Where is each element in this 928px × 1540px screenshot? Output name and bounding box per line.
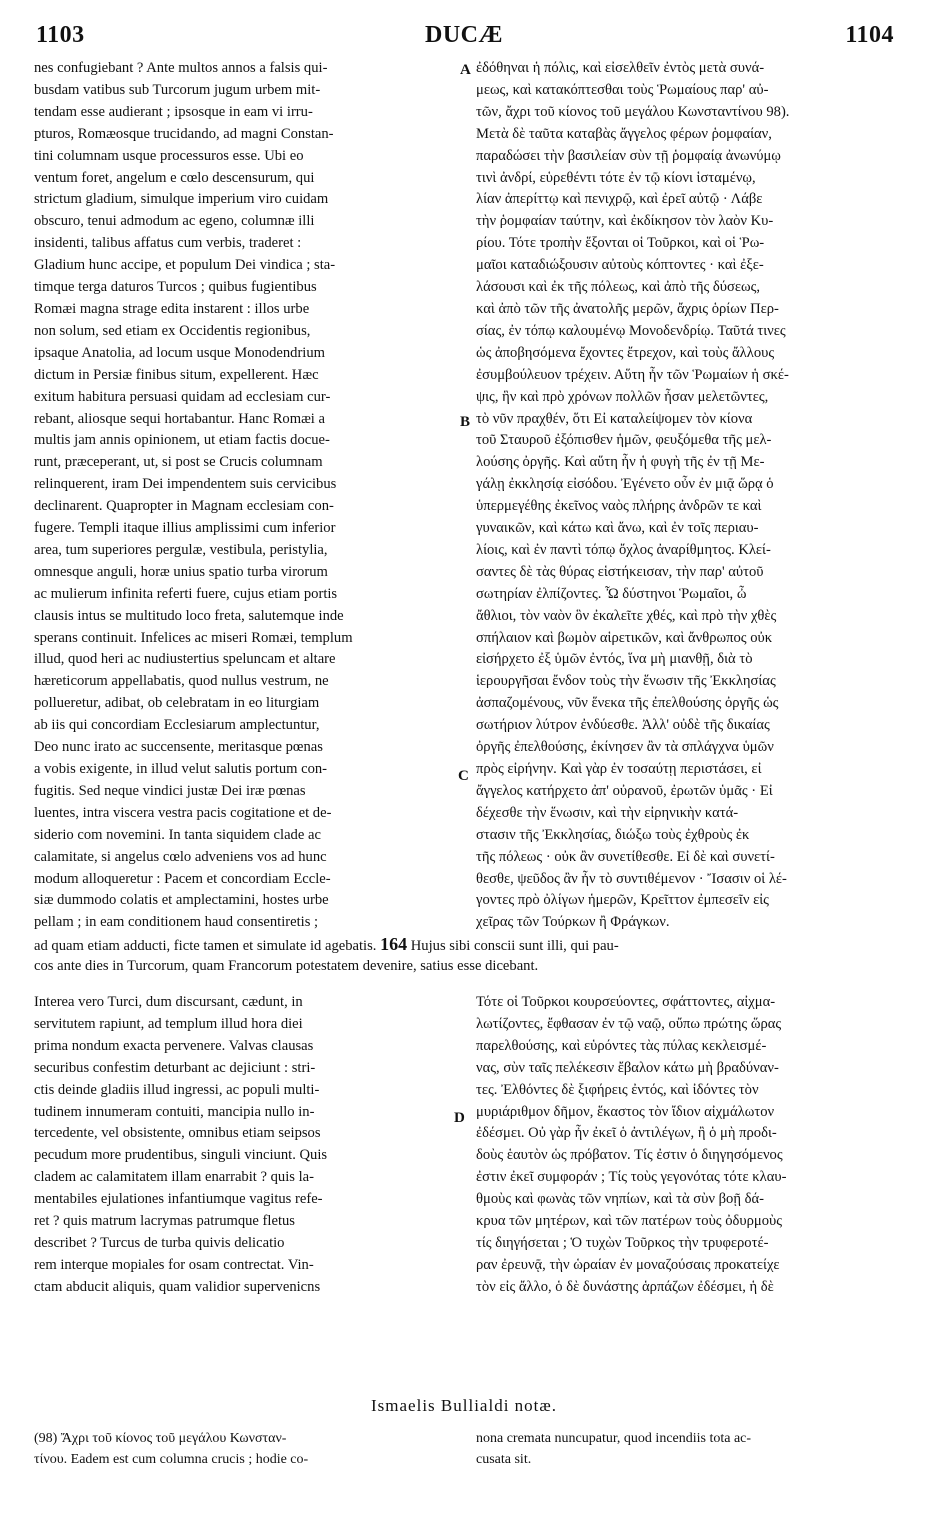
latin-column-continued <box>34 992 458 1299</box>
latin-text-line: non solum, sed etiam ex Occidentis regionibus, <box>34 322 311 339</box>
latin-text-line: ac mulierum infinita referti fuere, cujus etiam portis <box>34 585 338 602</box>
greek-text-line: σωτηρίαν ἐλπίζοντες. Ὦ δύστηνοι Ῥωμαῖοι, ὦ <box>476 585 747 602</box>
latin-text-line: luentes, intra viscera vestra pacis cogitatione et de- <box>34 804 332 821</box>
latin-text-line: rem interque mopiales for osam contrectat. Vin- <box>34 1256 314 1273</box>
greek-text-line: τίς διηγήσεται ; Ὁ τυχὼν Τοῦρκος τὴν τρυφεροτέ- <box>476 1234 769 1251</box>
greek-text-line: μυριάριθμον δῆμον, ἕκαστος τὸν ἴδιον αἰχμάλωτον <box>476 1103 775 1120</box>
greek-text-line: τὸν εἰς ἄλλο, ὁ δὲ δυνάστης ἁρπάζων ἐδέσμει, ἡ δὲ <box>476 1278 774 1295</box>
greek-text-line: Μετὰ δὲ ταῦτα καταβὰς ἄγγελος φέρων ῥομφαίαν, <box>476 125 772 142</box>
greek-text-line: σωτήριον λύτρον ἐνδύεσθε. Ἀλλ' οὐδὲ τῆς δικαίας <box>476 717 770 734</box>
latin-text-line: ret ? quis matrum lacrymas patrumque fletus <box>34 1213 295 1230</box>
greek-text-line: δοὺς ἑαυτὸν ὡς πρόβατον. Τίς ἐστιν ὁ διηγησόμενος <box>476 1147 783 1164</box>
latin-text-line: a vobis exigente, in illud velut salutis portum con- <box>34 761 328 777</box>
left-page-number: 1103 <box>36 22 85 48</box>
greek-text-line: τῶν, ἄχρι τοῦ κίονος τοῦ μεγάλου Κωνσταντίνου 98). <box>476 103 790 120</box>
greek-text-line: ψις, ἣν καὶ πρὸ χρόνων πολλῶν ἦσαν μελετῶντες, <box>476 388 769 405</box>
greek-text-line: ὡς ἀποβησόμενα ἔχοντες ἔτρεχον, καὶ τοὺς ἄλλους <box>476 344 775 361</box>
latin-text-line: Romæi magna strage edita instarent : illos urbe <box>34 300 310 317</box>
latin-text-line: ab iis qui concordiam Ecclesiarum amplectuntur, <box>34 717 320 734</box>
latin-text-line: cladem ac calamitatem illam enarrabit ? quis la- <box>34 1169 314 1186</box>
greek-text-line: πρὸς εἰρήνην. Καὶ γὰρ ἐν τοσαύτῃ περιστάσει, εἰ <box>476 761 762 777</box>
latin-text-line: mentabiles ejulationes infantiumque vagitus refe- <box>34 1191 323 1208</box>
latin-text-line: ipsaque Anatolia, ad locum usque Monodendrium <box>34 344 326 361</box>
latin-text-line: pellam ; in eam conditionem haud consentiretis ; <box>34 914 319 931</box>
greek-text-line: τοῦ Σταυροῦ ἐξόπισθεν ἡμῶν, φευξόμεθα τῆς μελ- <box>476 432 772 449</box>
latin-text-line: ctis deinde gladiis illud ingressi, ac populi multi- <box>34 1081 320 1098</box>
latin-text-line: pollueretur, adibat, ob celebratam in eo liturgiam <box>34 695 320 712</box>
greek-text-line: κρυα τῶν μητέρων, καὶ τῶν πατέρων τοὺς ὀδυρμοὺς <box>476 1213 783 1230</box>
latin-text-line: rebant, aliosque sequi hortabantur. Hanc Romæi a <box>34 410 325 427</box>
latin-text-line: illud, quod heri ac nudiustertius speluncam et altare <box>34 651 336 668</box>
margin-marker-d: D <box>454 1110 465 1126</box>
latin-text-line: describet ? Turcus de turba quivis delicatio <box>34 1234 285 1251</box>
latin-text-line: ctam abducit aliquis, quam validior supervenicns <box>34 1278 321 1295</box>
latin-text-line: fugitis. Sed neque vindici justæ Dei iræ pœnas <box>34 782 306 799</box>
greek-text-line: τες. Ἐλθόντες δὲ ξιφήρεις ἐντός, καὶ ἰδόντες τὸν <box>476 1081 759 1098</box>
greek-text-line: μεως, καὶ κατακόπτεσθαι τοὺς Ῥωμαίους παρ' αὐ- <box>476 81 769 98</box>
latin-text-line: Interea vero Turci, dum discursant, cædunt, in <box>34 994 303 1010</box>
latin-text-line: sperans continuit. Infelices ac miseri Romæi, templum <box>34 629 353 646</box>
latin-text-line: tudinem innumeram contuiti, mancipia nullo in- <box>34 1103 315 1120</box>
greek-text-line: σίας, ἐν τόπῳ καλουμένῳ Μονοδενδρίῳ. Ταῦτά τινες <box>476 322 786 339</box>
latin-text-line: timque terga daturos Turcos ; quibus fugientibus <box>34 279 317 296</box>
footnote-right <box>476 1428 894 1470</box>
greek-text-line: λωτίζοντες, ἔφθασαν ἐν τῷ ναῷ, οὔπω πρώτης ὥρας <box>476 1015 782 1032</box>
latin-text-line: strictum gladium, simulque imperium viro cuidam <box>34 191 329 208</box>
greek-text-line: γάλῃ ἐκκλησίᾳ εἰσόδου. Ἐγένετο οὖν ἐν μιᾷ ὥρᾳ ὁ <box>476 476 774 493</box>
latin-text-line: clausis intus se multitudo loco freta, salutemque inde <box>34 607 344 624</box>
latin-text-line: tendam esse audierant ; ipsosque in eam vi irru- <box>34 103 313 120</box>
latin-text-line: pturos, Romæosque trucidando, ad magni Constan- <box>34 125 334 142</box>
latin-column <box>34 58 458 934</box>
greek-text-line: ἱερουργῆσαι ἔνδον τοὺς τὴν ἕνωσιν τῆς Ἐκκλησίας <box>476 673 776 690</box>
latin-text-line: nes confugiebant ? Ante multos annos a falsis qui- <box>34 60 328 76</box>
greek-text-line: λίοις, καὶ ἐν παντὶ τόπῳ ὄχλος ἀναρίθμητος. Κλεί- <box>476 541 771 558</box>
greek-text-line: εἰσήρχετο ἐξ ὑμῶν ἐντός, ἵνα μὴ μιανθῇ, διὰ τὸ <box>476 651 753 668</box>
greek-text-line: ἀσπαζομένους, νῦν ἕνεκα τῆς ἐπελθούσης ὀργῆς ὡς <box>476 695 779 712</box>
latin-text-line: obscuro, tenui admodum ac egeno, columnæ illi <box>34 213 315 230</box>
latin-text-line: Gladium hunc accipe, et populum Dei vindica ; sta- <box>34 257 336 274</box>
greek-text-line: χεῖρας τῶν Τούρκων ἢ Φράγκων. <box>476 914 670 931</box>
bridge-text-b: Hujus sibi conscii sunt illi, qui pau- <box>410 938 619 954</box>
latin-text-line: hæreticorum appellabatis, quod nullus vestrum, ne <box>34 673 329 690</box>
latin-text-line: tini columnam usque processuros esse. Ubi eo <box>34 147 304 164</box>
greek-text-line: γυναικῶν, καὶ κάτω καὶ ἄνω, καὶ ἐν τοῖς περιαυ- <box>476 520 759 537</box>
latin-text-line: declinarent. Quapropter in Magnam ecclesiam con- <box>34 498 334 515</box>
latin-text-line: prima nondum exacta pervenere. Valvas clausas <box>34 1037 314 1054</box>
footnote-line: nona cremata nuncupatur, quod incendiis tota ac- <box>476 1431 752 1446</box>
greek-text-line: τῆς πόλεως · οὐκ ἂν συνετίθεσθε. Εἰ δὲ καὶ συνετί- <box>476 848 775 865</box>
bridge-line-2: cos ante dies in Turcorum, quam Francorum potestatem devenire, satius esse dicebant. <box>34 958 539 974</box>
latin-text-line: servitutem rapiunt, ad templum illud hora diei <box>34 1015 303 1032</box>
latin-text-line: calamitate, si angelus cœlo adveniens vos ad hunc <box>34 848 327 865</box>
latin-text-line: fugere. Templi itaque illius amplissimi cum inferior <box>34 520 336 537</box>
greek-text-line: ρίου. Τότε τροπὴν ἕξονται οἱ Τοῦρκοι, καὶ οἱ Ῥω- <box>476 235 765 252</box>
notes-heading: Ismaelis Bullialdi notæ. <box>371 1396 557 1415</box>
margin-marker-a: A <box>460 62 471 78</box>
latin-text-line: modum alloqueretur : Pacem et concordiam Eccle- <box>34 870 331 887</box>
column-number: 164 <box>380 934 408 954</box>
greek-text-line: ραν ἐρευνᾷ, τὴν ὡραίαν ἐν μοναζούσαις προκατείχε <box>476 1256 780 1273</box>
greek-column-continued <box>476 992 894 1299</box>
latin-text-line: siæ dummodo colatis et amplectamini, hostes urbe <box>34 892 329 909</box>
latin-text-line: securibus confestim deturbant ac dejiciunt : stri- <box>34 1059 316 1076</box>
latin-text-line: area, tum superiores pergulæ, vestibula, peristylia, <box>34 541 328 558</box>
greek-text-line: γοντες πρὸ ὀλίγων ἡμερῶν, Κρεῖττον ἐμπεσεῖν εἰς <box>476 892 769 909</box>
latin-text-line: exitum habitura persuasi quidam ad ecclesiam cur- <box>34 388 331 405</box>
greek-text-line: τὴν ῥομφαίαν ταύτην, καὶ ἐκδίκησον τὸν λαὸν Κυ- <box>476 213 774 230</box>
greek-text-line: λάσουσι καὶ ἐκ τῆς πόλεως, καὶ ἀπὸ τῆς δύσεως, <box>476 279 761 296</box>
latin-text-line: busdam vatibus sub Turcorum jugum urbem mit- <box>34 81 321 98</box>
greek-text-line: λίαν ἀπερίττῳ καὶ πενιχρῷ, καὶ ἐρεῖ αὐτῷ · Λάβε <box>476 191 763 208</box>
latin-text-line: tercedente, vel obsistente, omnibus etiam seipsos <box>34 1125 321 1142</box>
latin-text-line: relinquerent, iram Dei impendentem suis cervicibus <box>34 476 337 493</box>
footnote-left <box>34 1428 454 1470</box>
greek-text-line: λούσης ὀργῆς. Καὶ αὕτη ἦν ἡ φυγὴ τῆς ἐν τῇ Με- <box>476 454 765 471</box>
greek-text-line: ἐστιν ἐκεῖ συμφοράν ; Τίς τοὺς γεγονότας τότε κλαυ- <box>476 1169 787 1186</box>
latin-text-line: pecudum more prudentibus, singuli vinciunt. Quis <box>34 1147 328 1164</box>
greek-text-line: ἄγγελος κατήρχετο ἀπ' οὐρανοῦ, ἐρωτῶν ὑμᾶς · Εἰ <box>476 782 773 799</box>
greek-column <box>476 58 894 934</box>
greek-text-line: ἐδόθηναι ἡ πόλις, καὶ εἰσελθεῖν ἐντὸς μετὰ συνά- <box>476 60 765 76</box>
latin-text-line: siderio com novemini. In tanta siquidem clade ac <box>34 826 321 843</box>
bridge-text-a: ad quam etiam adducti, ficte tamen et simulate id agebatis. <box>34 938 377 954</box>
latin-text-line: omnesque anguli, horæ unius spatio turba virorum <box>34 563 328 580</box>
latin-text-line: insidenti, talibus affatus cum verbis, traderet : <box>34 235 302 252</box>
greek-text-line: ὑπερμεγέθης ἐκεῖνος ναὸς πλήρης ἀνδρῶν τε καὶ <box>476 498 762 515</box>
greek-text-line: δέχεσθε τὴν ἕνωσιν, καὶ τὴν εἰρηνικὴν κατά- <box>476 804 739 821</box>
greek-text-line: ἄθλιοι, τὸν ναὸν ὃν ἐκαλεῖτε χθές, καὶ πρὸ τὴν χθὲς <box>476 607 777 624</box>
greek-text-line: Τότε οἱ Τοῦρκοι κουρσεύοντες, σφάττοντες, αἰχμα- <box>476 994 776 1010</box>
footnote-line: τίνου. Eadem est cum columna crucis ; hodie co- <box>34 1452 309 1467</box>
greek-text-line: θμοὺς καὶ φωνὰς τῶν νηπίων, καὶ τὰ σὺν βοῇ δά- <box>476 1191 764 1208</box>
greek-text-line: ἐδέσμει. Οὐ γὰρ ἦν ἐκεῖ ὁ ἀντιλέγων, ἢ ὁ μὴ προδι- <box>476 1125 777 1142</box>
greek-text-line: καὶ ἀπὸ τῶν τῆς ἀνατολῆς μερῶν, ἄχρις ὁρίων Περ- <box>476 300 779 317</box>
latin-text-line: runt, præceperant, ut, si post se Crucis columnam <box>34 454 323 471</box>
greek-text-line: τινὶ ἀνδρί, εὑρεθέντι τότε ἐν τῷ κίονι ἱσταμένῳ, <box>476 169 756 186</box>
greek-text-line: παραδώσει τὴν βασιλείαν σὺν τῇ ῥομφαίᾳ ἀνωνύμῳ <box>476 147 781 164</box>
greek-text-line: σπήλαιον καὶ βωμὸν αἱρετικῶν, καὶ ἄνθρωπος οὐκ <box>476 629 773 646</box>
latin-text-line: ventum foret, angelum e cœlo descensurum, qui <box>34 169 315 186</box>
latin-text-line: dictum in Persiæ finibus situm, expellerent. Hæc <box>34 366 319 383</box>
greek-text-line: ὀργῆς ἐπελθούσης, ἐκίνησεν ἂν τὰ σπλάγχνα ὑμῶν <box>476 739 774 756</box>
running-title: DUCÆ <box>425 22 503 48</box>
latin-text-line: multis jam annis opinionem, ut etiam factis docue- <box>34 432 330 449</box>
greek-text-line: στασιν τῆς Ἐκκλησίας, διώξω τοὺς ἐχθροὺς ἐκ <box>476 826 750 843</box>
greek-text-line: τὸ νῦν πραχθέν, ὅτι Εἰ καταλείψομεν τὸν κίονα <box>476 410 753 427</box>
footnote-line: (98) Ἄχρι τοῦ κίονος τοῦ μεγάλου Κωνσταν- <box>34 1431 287 1446</box>
right-page-number: 1104 <box>845 22 894 48</box>
footnote-line: cusata sit. <box>476 1452 532 1467</box>
margin-marker-b: B <box>460 414 471 430</box>
greek-text-line: ἐσυμβούλευον τρέχειν. Αὕτη ἦν τῶν Ῥωμαίων ἡ σκέ- <box>476 366 789 383</box>
bridge-line-1 <box>34 934 894 958</box>
greek-text-line: νας, σὺν ταῖς πελέκεσιν ἔβαλον κάτω μὴ βραδύναν- <box>476 1059 779 1076</box>
greek-text-line: σαντες δὲ τὰς θύρας εἱστήκεισαν, τὴν παρ' αὐτοῦ <box>476 563 764 580</box>
greek-text-line: θεσθε, ψεῦδος ἂν ἦν τὸ συντιθέμενον · Ἴσασιν οἱ λέ- <box>476 870 787 887</box>
margin-marker-c: C <box>458 768 469 784</box>
greek-text-line: μαῖοι καταδιώξουσιν αὐτοὺς κόπτοντες · καὶ ἐξε- <box>476 257 764 274</box>
greek-text-line: παρελθούσης, καὶ εὑρόντες τὰς πύλας κεκλεισμέ- <box>476 1037 767 1054</box>
latin-text-line: Deo nunc irato ac succensente, meritasque pœnas <box>34 739 323 756</box>
